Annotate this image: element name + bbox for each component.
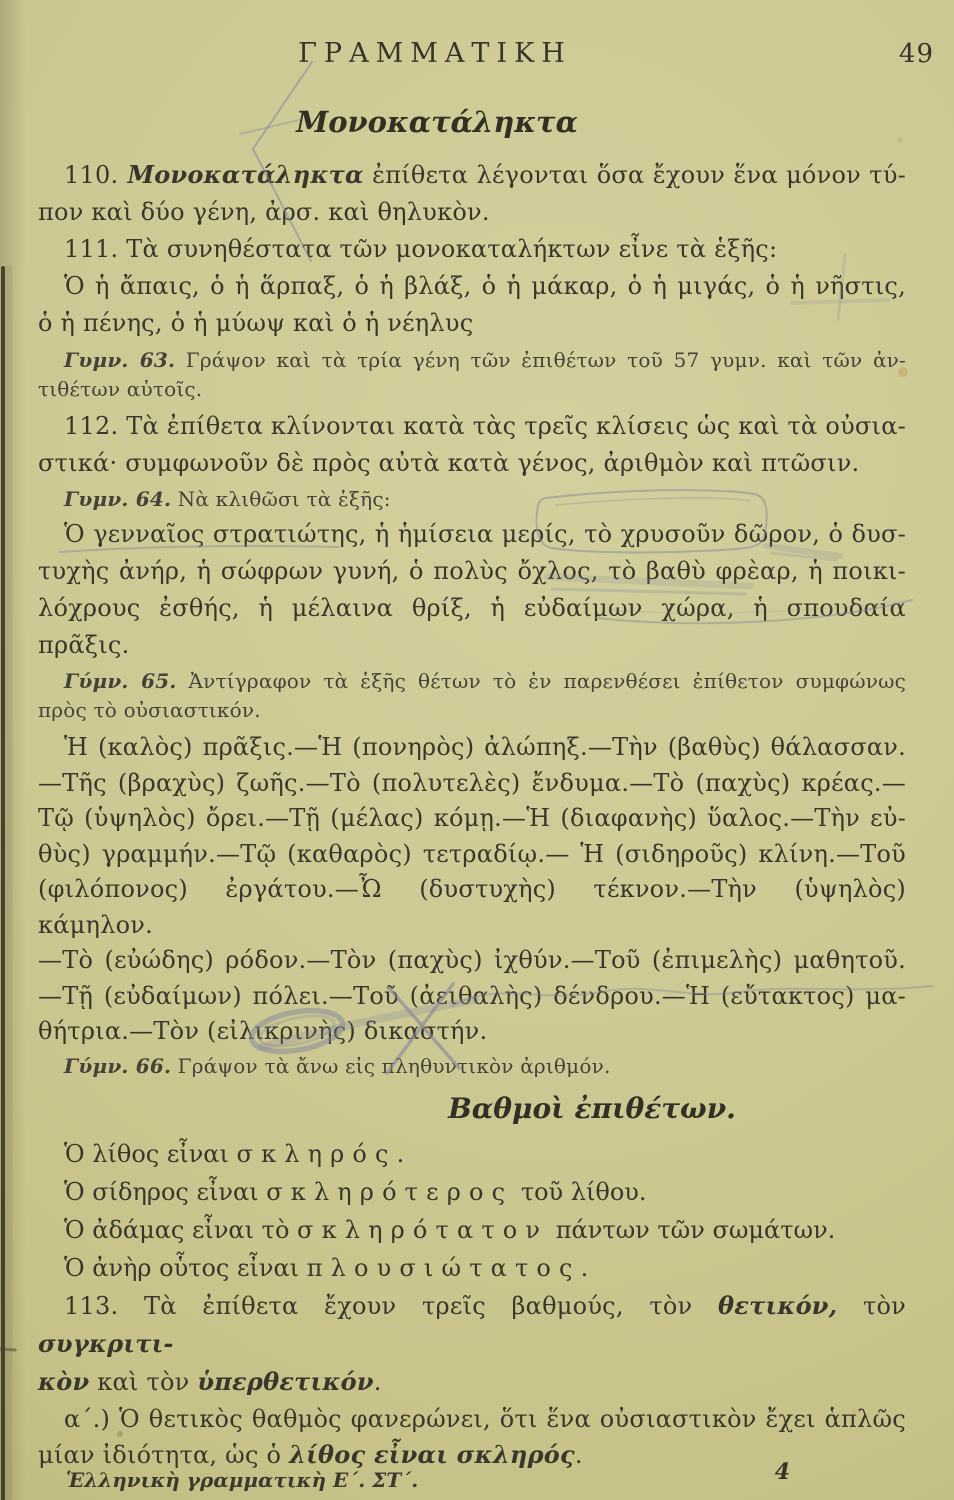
text-run: Γράψον καὶ τὰ τρία γένη τῶν ἐπιθέτων τοῦ 57 γυμν. καὶ τῶν ἀν- [175,348,906,372]
paragraph-113-line-1 [38,1287,906,1363]
text-run: Ἀντίγραφον τὰ ἑξῆς θέτων τὸ ἐν παρενθέσει ἐπίθετον συμφώνως [176,669,906,693]
lead-word: Μονοκατάληκτα [118,160,364,189]
text-run: ἐπίθετα λέγονται ὅσα ἔχουν ἕνα μόνον τύ- [363,161,906,189]
running-header [38,38,934,72]
spaced-word: πλουσιώτατος [306,1253,581,1282]
text-run: καὶ τὸν [89,1367,198,1396]
exercise-label: Γύμν. 66. [64,1053,172,1078]
paragraph-number: 111. [64,235,119,263]
exercise-65-text-line: θήτρια.—Τὸν (εἰλικρινὴς) δικαστήν. [38,1017,488,1045]
text-run: τὸν [837,1291,906,1320]
exercise-label: Γυμν. 64. [64,487,172,511]
spaced-word: σκληρός [236,1139,397,1168]
text-run: Ὁ ἀδάμας εἶναι τὸ [64,1215,298,1244]
term-thetikon: θετικόν, [718,1290,838,1320]
exercise-label: Γύμν. 65. [64,669,177,693]
paragraph-111 [38,231,906,268]
text-run: Τὰ ἐπίθετα κλίνονται κατὰ τὰς τρεῖς κλίσεις ὡς καὶ τὰ οὐσια- [118,412,906,440]
exercise-65-text-line: θὺς) γραμμήν.—Τῷ (καθαρὸς) τετραδίῳ.— Ἡ (σιδηροῦς) κλίνη.—Τοῦ [38,839,906,868]
exercise-65-text-line: —Τῆς (βραχὺς) ζωῆς.—Τὸ (πολυτελὲς) ἔνδυμα.—Τὸ (παχὺς) κρέας.— [38,768,906,797]
section-heading-monokatalikta: Μονοκατάληκτα [296,105,578,139]
exercise-64 [38,485,906,514]
text-run: Τὰ ἐπίθετα ἔχουν τρεῖς βαθμούς, τὸν [118,1291,719,1320]
paragraph-113-line-2 [38,1363,906,1401]
text-run: τοῦ λίθου. [513,1177,647,1206]
paragraph-112-line-2: στικά· συμφωνοῦν δὲ πρὸς αὐτὰ κατὰ γένος, ἀριθμὸν καὶ πτῶσιν. [38,449,860,477]
exercise-63-line-2: τιθέτων αὐτοῖς. [38,377,203,401]
text-run: Νὰ κλιθῶσι τὰ ἑξῆς: [171,487,391,511]
exercise-65-text-line: —Τὸ (εὐώδης) ρόδον.—Τὸν (παχὺς) ἰχθύν.—Τοῦ (ἐπιμελὴς) μαθητοῦ. [38,946,906,974]
text-run: . [396,1139,405,1168]
text-run: . [373,1367,382,1396]
text-run: Ὁ λίθος εἶναι [64,1139,237,1168]
exercise-64-text-line-3: λόχρους ἐσθής, ἡ μέλαινα θρίξ, ἡ εὐδαίμων χώρα, ἡ σπουδαία πρᾶξις. [38,594,906,659]
text-run: μίαν ἰδιότητα, ὡς ὁ [38,1440,290,1469]
example-phrase: λίθος εἶναι σκληρός [289,1439,575,1469]
page-edge-tick [0,1349,15,1350]
paragraph-alpha-line-1: α΄.) Ὁ θετικὸς θαθμὸς φανερώνει, ὅτι ἕνα οὐσιαστικὸν ἔχει ἁπλῶς [64,1404,906,1433]
text-run: Τὰ συνηθέστατα τῶν μονοκαταλήκτων εἶνε τὰ ἑξῆς: [118,235,778,263]
adjective-list-line-1: Ὁ ἡ ἄπαις, ὁ ἡ ἅρπαξ, ὁ ἡ βλάξ, ὁ ἡ μάκαρ, ὁ ἡ μιγάς, ὁ ἡ νῆστις, [64,272,906,300]
exercise-66 [38,1052,906,1081]
page-footer [38,1458,906,1493]
section-heading-vathmoi-epitheton: Βαθμοὶ ἐπιθέτων. [448,1091,736,1125]
exercise-65-text-line: (φιλόπονος) ἐργάτου.—Ὦ (δυστυχὴς) τέκνον.—Τὴν (ὑψηλὸς) κάμηλον. [38,875,906,939]
page-content [38,0,934,1493]
text-run: . [574,1440,583,1469]
paragraph-110-line-1 [38,156,906,194]
text-run: Ὁ ἀνὴρ οὗτος εἶναι [64,1253,307,1282]
paragraph-number: 110. [64,161,119,189]
exercise-label: Γυμν. 63. [64,348,176,372]
text-run: Γράψον τὰ ἄνω εἰς πληθυντικὸν ἀριθμόν. [171,1053,611,1078]
signature-mark: 4 [774,1458,790,1485]
term-sygkritikon-part: κὸν [38,1366,90,1396]
text-run: Ὁ σίδηρος εἶναι [64,1177,267,1206]
paragraph-number: 113. [64,1291,119,1320]
paragraph-110-line-2: πον καὶ δύο γένη, ἀρσ. καὶ θηλυκὸν. [38,198,490,226]
exercise-65-line-1 [38,667,906,696]
exercise-65-text-line: Ἡ (καλὸς) πρᾶξις.—Ἡ (πονηρὸς) ἀλώπηξ.—Τὴν (βαθὺς) θάλασσαν. [64,733,906,761]
text-run: πάντων τῶν σωμάτων. [548,1215,836,1244]
paragraph-number: 112. [64,412,119,440]
book-title-footnote: Ἑλληνικὴ γραμματικὴ Ε΄. ΣΤ΄. [66,1467,419,1492]
degree-example-positive [38,1135,906,1173]
exercise-65-text-line: —Τῇ (εὐδαίμων) πόλει.—Τοῦ (ἀειθαλὴς) δένδρου.—Ἡ (εὔτακτος) μα- [38,981,906,1010]
degree-example-absolute [38,1249,906,1287]
paragraph-112-line-1 [38,408,906,445]
term-sygkritikon-part: συγκριτι- [38,1328,174,1358]
degree-example-comparative [38,1173,906,1211]
spaced-word: σκληρότατον [297,1215,549,1244]
page-header-title: ΓΡΑΜΜΑΤΙΚΗ [298,38,572,69]
page-number: 49 [898,39,934,69]
exercise-65-text-line: Τῷ (ὑψηλὸς) ὄρει.—Τῇ (μέλας) κόμῃ.—Ἡ (διαφανὴς) ὕαλος.—Τὴν εὐ- [38,804,906,832]
text-run: . [580,1253,589,1282]
adjective-list-line-2: ὁ ἡ πένης, ὁ ἡ μύωψ καὶ ὁ ἡ νέηλυς [38,309,474,337]
exercise-63-line-1 [38,346,906,375]
exercise-65-line-2: πρὸς τὸ οὐσιαστικόν. [38,698,261,722]
spaced-word: σκληρότερος [266,1177,514,1206]
degree-example-superlative [38,1211,906,1249]
exercise-64-text-line-2: τυχὴς ἀνήρ, ἡ σώφρων γυνή, ὁ πολὺς ὄχλος, τὸ βαθὺ φρὲαρ, ἡ ποικι- [38,557,906,585]
exercise-64-text-line-1: Ὁ γενναῖος στρατιώτης, ἡ ἡμίσεια μερίς, τὸ χρυσοῦν δῶρον, ὁ δυσ- [64,520,906,548]
term-yperthetikon: ὑπερθετικόν [197,1366,374,1396]
